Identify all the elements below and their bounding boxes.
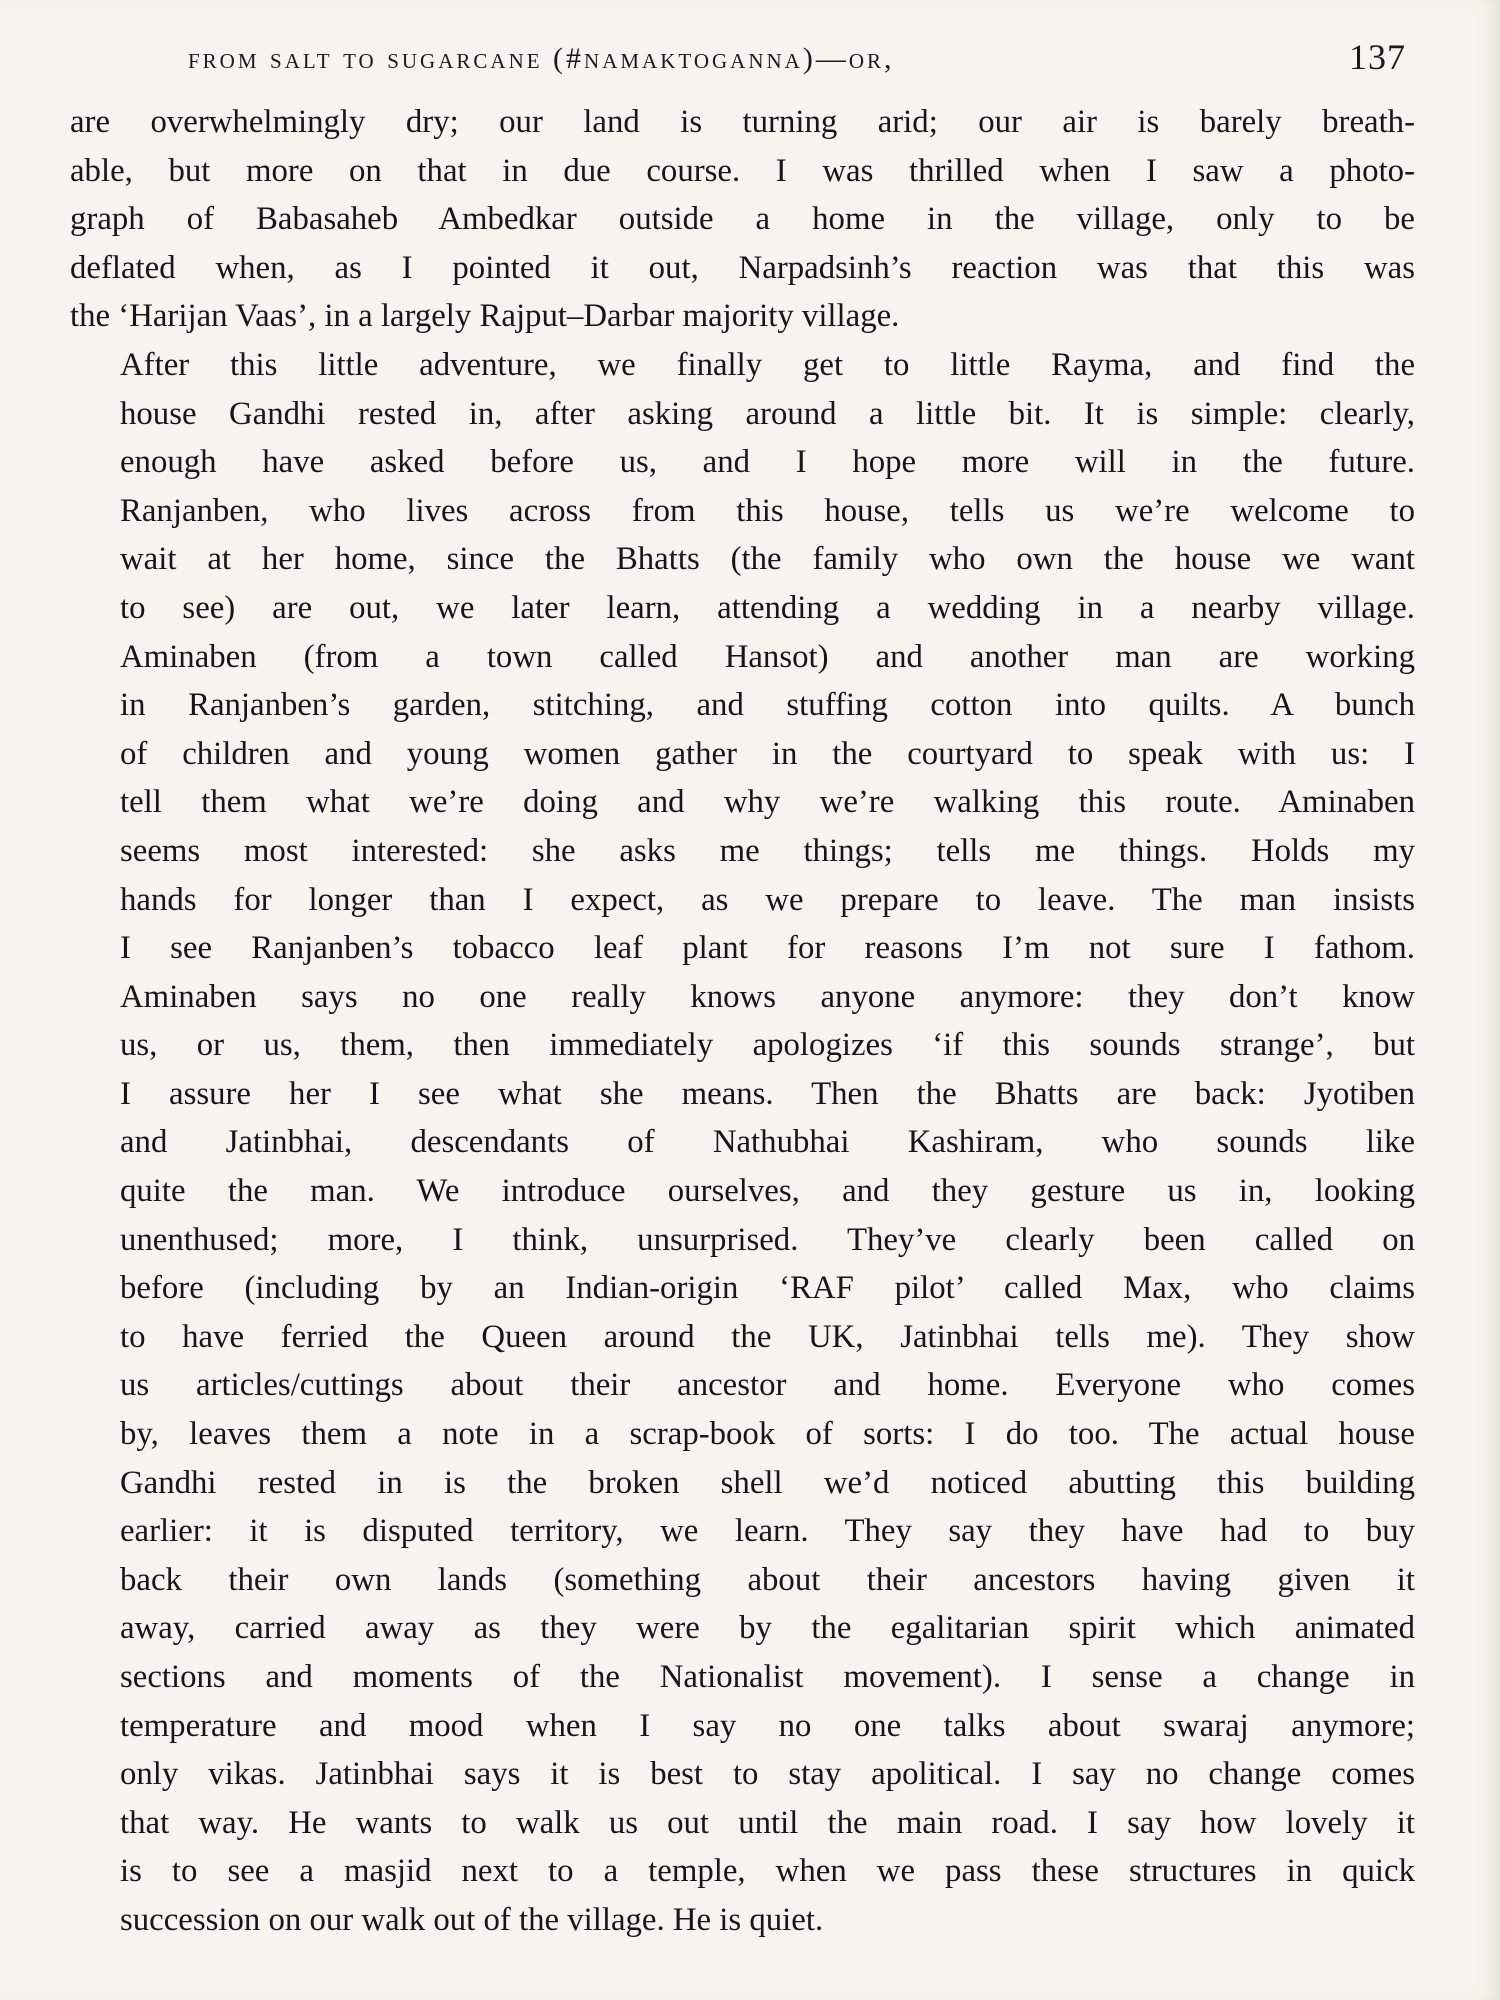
text-line: temperature and mood when I say no one talks about swaraj anymore; — [120, 1707, 1415, 1744]
text-line: quite the man. We introduce ourselves, and they gesture us in, looking — [120, 1173, 1415, 1210]
body-text — [70, 98, 1415, 1945]
text-line: are overwhelmingly dry; our land is turning arid; our air is barely breath- — [70, 104, 1415, 140]
text-line: I see Ranjanben’s tobacco leaf plant for reasons I’m not sure I fathom. — [120, 930, 1415, 967]
text-line: only vikas. Jatinbhai says it is best to stay apolitical. I say no change comes — [120, 1756, 1415, 1793]
text-line: to see) are out, we later learn, attending a wedding in a nearby village. — [120, 589, 1415, 626]
text-line: that way. He wants to walk us out until the main road. I say how lovely it — [120, 1804, 1415, 1841]
text-line: I assure her I see what she means. Then the Bhatts are back: Jyotiben — [120, 1075, 1415, 1112]
text-line: in Ranjanben’s garden, stitching, and stuffing cotton into quilts. A bunch — [120, 687, 1415, 724]
text-line: to have ferried the Queen around the UK, Jatinbhai tells me). They show — [120, 1318, 1415, 1355]
text-line: enough have asked before us, and I hope more will in the future. — [120, 444, 1415, 481]
text-line: hands for longer than I expect, as we prepare to leave. The man insists — [120, 881, 1415, 918]
text-line: and Jatinbhai, descendants of Nathubhai Kashiram, who sounds like — [120, 1124, 1415, 1161]
text-line: Ranjanben, who lives across from this house, tells us we’re welcome to — [120, 492, 1415, 529]
text-line: able, but more on that in due course. I was thrilled when I saw a photo- — [70, 152, 1415, 189]
page-number: 137 — [1349, 37, 1406, 77]
text-line: graph of Babasaheb Ambedkar outside a home in the village, only to be — [70, 201, 1415, 238]
text-line: away, carried away as they were by the egalitarian spirit which animated — [120, 1610, 1415, 1647]
text-line: wait at her home, since the Bhatts (the family who own the house we want — [120, 541, 1415, 578]
text-line: earlier: it is disputed territory, we learn. They say they have had to buy — [120, 1513, 1415, 1550]
text-line: back their own lands (something about their ancestors having given it — [120, 1561, 1415, 1598]
text-line: Aminaben says no one really knows anyone anymore: they don’t know — [120, 978, 1415, 1015]
text-line: the ‘Harijan Vaas’, in a largely Rajput–Darbar majority village. — [70, 298, 900, 335]
text-line: house Gandhi rested in, after asking around a little bit. It is simple: clearly, — [120, 395, 1415, 432]
text-line: by, leaves them a note in a scrap-book of sorts: I do too. The actual house — [120, 1416, 1415, 1453]
paragraph — [70, 341, 1415, 1945]
running-title: from salt to sugarcane (#namaktoganna)—or, — [188, 42, 895, 75]
text-line: Aminaben (from a town called Hansot) and another man are working — [120, 638, 1415, 675]
text-line: is to see a masjid next to a temple, when we pass these structures in quick — [120, 1853, 1415, 1890]
paragraph — [70, 98, 1415, 341]
text-line: tell them what we’re doing and why we’re walking this route. Aminaben — [120, 784, 1415, 821]
text-line: seems most interested: she asks me things; tells me things. Holds my — [120, 832, 1415, 869]
text-line: us, or us, them, then immediately apologizes ‘if this sounds strange’, but — [120, 1027, 1415, 1064]
text-line: deflated when, as I pointed it out, Narpadsinh’s reaction was that this was — [70, 249, 1415, 286]
text-line: sections and moments of the Nationalist movement). I sense a change in — [120, 1659, 1415, 1695]
text-line: us articles/cuttings about their ancestor and home. Everyone who comes — [120, 1367, 1415, 1404]
text-line: unenthused; more, I think, unsurprised. They’ve clearly been called on — [120, 1221, 1415, 1258]
text-line: of children and young women gather in the courtyard to speak with us: I — [120, 735, 1415, 772]
text-line: succession on our walk out of the village. He is quiet. — [120, 1901, 824, 1938]
text-line: Gandhi rested in is the broken shell we’d noticed abutting this building — [120, 1464, 1415, 1501]
running-head — [140, 34, 1406, 84]
text-line: After this little adventure, we finally get to little Rayma, and find the — [120, 346, 1415, 383]
text-line: before (including by an Indian-origin ‘RAF pilot’ called Max, who claims — [120, 1270, 1415, 1307]
